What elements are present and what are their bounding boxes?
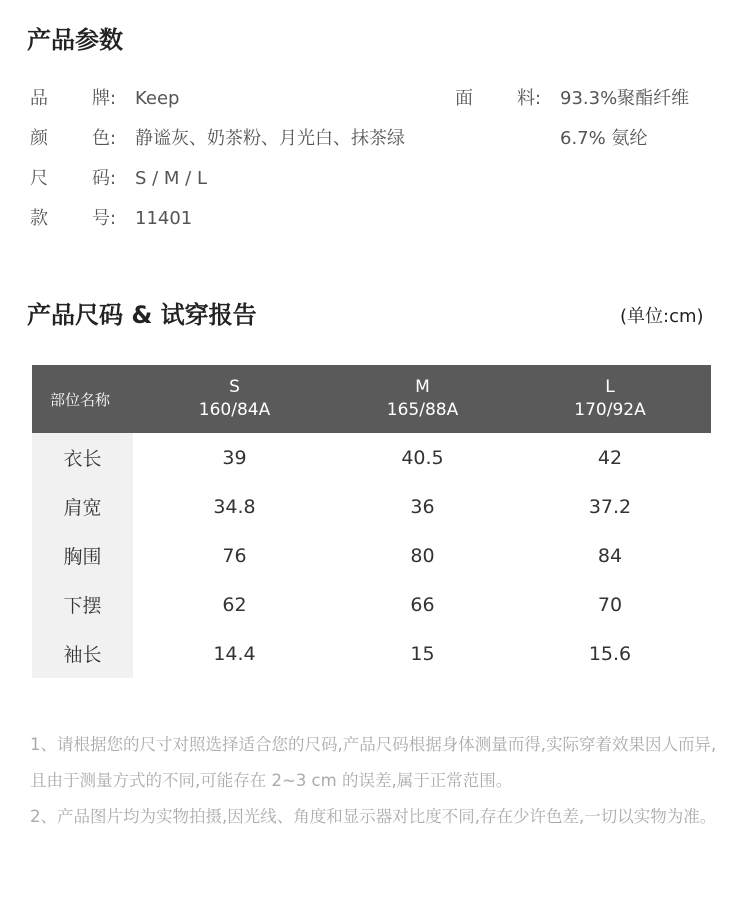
param-value-style-number: 11401 [135,208,193,229]
body-type-label: 165/88A [386,400,459,420]
part-name: 衣长 [32,433,133,482]
param-label-char: 色: [92,128,117,149]
header-part-name: 部位名称 [32,365,133,433]
size-notes [30,727,725,835]
table-cell: 14.4 [213,642,256,665]
param-label-char: 颜 [30,128,48,149]
table-cell: 66 [410,593,435,616]
size-label: S [229,377,240,397]
header-size-s [133,365,336,433]
table-cell: 37.2 [588,495,632,518]
param-value-fabric-2: 6.7% 氨纶 [560,128,648,149]
param-label-char: 品 [30,88,48,109]
part-name: 胸围 [32,531,133,580]
part-name: 下摆 [32,580,133,629]
part-name: 袖长 [32,629,133,678]
table-row [32,433,711,482]
body-type-label: 160/84A [198,400,271,420]
param-value-brand: Keep [135,88,180,109]
param-label-char: 号: [92,208,117,229]
note-item: 2、产品图片均为实物拍摄,因光线、角度和显示器对比度不同,存在少许色差,一切以实物为准。 [30,807,717,826]
table-cell: 62 [222,593,247,616]
section-title-size-report: 产品尺码 & 试穿报告 [27,301,257,329]
table-cell: 36 [410,495,435,518]
param-label-char: 料: [517,88,542,109]
table-cell: 40.5 [401,446,444,469]
section-title-params: 产品参数 [27,26,123,54]
size-table-header [32,365,711,433]
part-name: 肩宽 [32,482,133,531]
table-row [32,629,711,678]
size-label: L [605,377,615,397]
param-label-char: 码: [92,168,117,189]
param-value-color: 静谧灰、奶茶粉、月光白、抹茶绿 [135,128,405,149]
table-cell: 42 [597,446,623,469]
body-type-label: 170/92A [574,400,646,420]
param-label-char: 尺 [30,168,48,189]
unit-label: (单位:cm) [620,306,704,327]
param-value-size: S / M / L [135,168,207,189]
size-table [32,365,711,678]
table-cell: 80 [410,544,435,567]
header-size-m [336,365,509,433]
table-cell: 39 [222,446,247,469]
header-size-l [509,365,711,433]
param-label-char: 牌: [92,88,117,109]
table-cell: 76 [222,544,247,567]
param-label-char: 款 [30,208,48,229]
size-label: M [415,377,430,397]
param-label-char: 面 [455,88,473,109]
table-cell: 15 [410,642,435,665]
param-value-fabric-1: 93.3%聚酯纤维 [560,88,690,109]
table-cell: 15.6 [588,642,632,665]
table-cell: 70 [597,593,623,616]
table-cell: 84 [597,544,623,567]
table-row [32,531,711,580]
table-cell: 34.8 [213,495,256,518]
note-item: 1、请根据您的尺寸对照选择适合您的尺码,产品尺码根据身体测量而得,实际穿着效果因人而异,且由于测量方式的不同,可能存在 2~3 cm 的误差,属于正常范围。 [30,735,717,790]
table-row [32,580,711,629]
table-row [32,482,711,531]
